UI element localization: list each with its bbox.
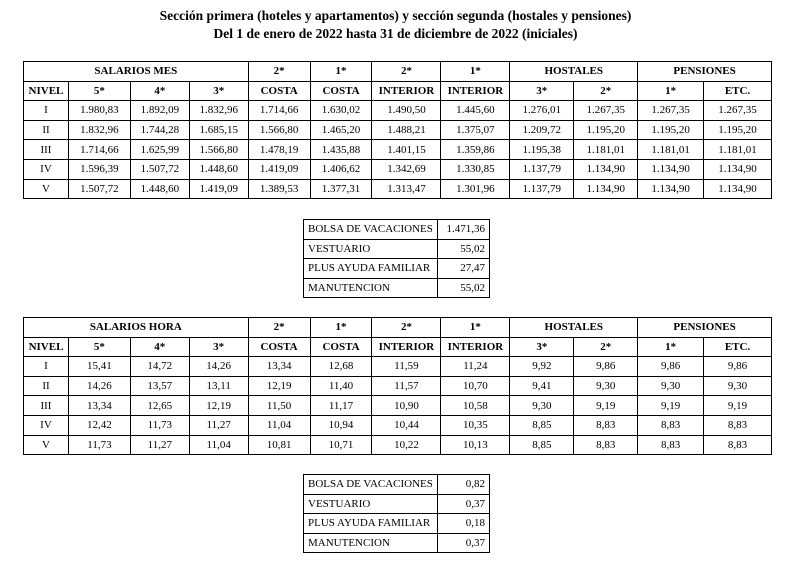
group-header-cell: 1*: [310, 62, 372, 82]
value-cell: 1.134,90: [638, 179, 704, 199]
value-cell: 1.359,86: [441, 140, 510, 160]
value-cell: 1.181,01: [574, 140, 638, 160]
group-header-cell: HOSTALES: [510, 62, 638, 82]
value-cell: 1.832,96: [68, 120, 130, 140]
value-cell: 1.507,72: [68, 179, 130, 199]
extra-label: VESTUARIO: [304, 494, 438, 514]
group-header-cell: 2*: [248, 62, 310, 82]
value-cell: 1.566,80: [248, 120, 310, 140]
column-header-cell: INTERIOR: [441, 81, 510, 101]
table-row: [24, 435, 772, 455]
column-header-cell: 4*: [130, 337, 189, 357]
value-cell: 10,22: [372, 435, 441, 455]
value-cell: 14,26: [68, 376, 130, 396]
value-cell: 1.714,66: [248, 101, 310, 121]
value-cell: 8,83: [574, 415, 638, 435]
nivel-cell: III: [24, 396, 69, 416]
column-header-cell: 3*: [189, 81, 248, 101]
value-cell: 1.330,85: [441, 159, 510, 179]
column-header-row: [24, 337, 772, 357]
value-cell: 13,11: [189, 376, 248, 396]
extra-label: BOLSA DE VACACIONES: [304, 220, 438, 240]
value-cell: 12,42: [68, 415, 130, 435]
extra-row: [304, 278, 490, 298]
value-cell: 9,41: [510, 376, 574, 396]
value-cell: 1.714,66: [68, 140, 130, 160]
extra-row: [304, 533, 490, 553]
nivel-cell: I: [24, 357, 69, 377]
nivel-cell: V: [24, 179, 69, 199]
value-cell: 10,13: [441, 435, 510, 455]
nivel-cell: III: [24, 140, 69, 160]
value-cell: 11,27: [130, 435, 189, 455]
nivel-cell: II: [24, 376, 69, 396]
value-cell: 8,83: [574, 435, 638, 455]
value-cell: 12,68: [310, 357, 372, 377]
column-header-row: [24, 81, 772, 101]
value-cell: 1.276,01: [510, 101, 574, 121]
value-cell: 13,34: [248, 357, 310, 377]
value-cell: 8,85: [510, 435, 574, 455]
column-header-cell: 3*: [510, 81, 574, 101]
value-cell: 9,19: [638, 396, 704, 416]
value-cell: 13,34: [68, 396, 130, 416]
value-cell: 1.389,53: [248, 179, 310, 199]
value-cell: 1.406,62: [310, 159, 372, 179]
column-header-cell: 5*: [68, 81, 130, 101]
value-cell: 11,57: [372, 376, 441, 396]
column-header-cell: COSTA: [310, 81, 372, 101]
value-cell: 10,71: [310, 435, 372, 455]
column-header-cell: 5*: [68, 337, 130, 357]
extra-label: MANUTENCION: [304, 278, 438, 298]
group-header-cell: 2*: [372, 62, 441, 82]
salarios-hora-table: [23, 317, 772, 455]
value-cell: 11,27: [189, 415, 248, 435]
value-cell: 8,83: [704, 415, 772, 435]
value-cell: 10,58: [441, 396, 510, 416]
value-cell: 12,19: [189, 396, 248, 416]
value-cell: 1.832,96: [189, 101, 248, 121]
extra-label: PLUS AYUDA FAMILIAR: [304, 514, 438, 534]
value-cell: 14,72: [130, 357, 189, 377]
column-header-cell: INTERIOR: [372, 337, 441, 357]
table-row: [24, 415, 772, 435]
value-cell: 10,94: [310, 415, 372, 435]
value-cell: 1.137,79: [510, 159, 574, 179]
value-cell: 12,65: [130, 396, 189, 416]
table-row: [24, 140, 772, 160]
value-cell: 11,04: [248, 415, 310, 435]
value-cell: 11,73: [130, 415, 189, 435]
table-row: [24, 396, 772, 416]
extra-value: 27,47: [438, 259, 490, 279]
value-cell: 1.596,39: [68, 159, 130, 179]
value-cell: 9,19: [704, 396, 772, 416]
extra-label: BOLSA DE VACACIONES: [304, 475, 438, 495]
value-cell: 9,86: [638, 357, 704, 377]
value-cell: 12,19: [248, 376, 310, 396]
value-cell: 8,83: [704, 435, 772, 455]
value-cell: 1.134,90: [574, 179, 638, 199]
value-cell: 10,70: [441, 376, 510, 396]
value-cell: 8,83: [638, 415, 704, 435]
value-cell: 1.980,83: [68, 101, 130, 121]
group-header-cell: 1*: [441, 62, 510, 82]
value-cell: 1.465,20: [310, 120, 372, 140]
value-cell: 10,44: [372, 415, 441, 435]
value-cell: 1.195,20: [638, 120, 704, 140]
value-cell: 11,17: [310, 396, 372, 416]
extra-row: [304, 475, 490, 495]
value-cell: 1.566,80: [189, 140, 248, 160]
value-cell: 9,30: [510, 396, 574, 416]
value-cell: 1.630,02: [310, 101, 372, 121]
value-cell: 13,57: [130, 376, 189, 396]
column-header-cell: 3*: [189, 337, 248, 357]
column-header-cell: 2*: [574, 337, 638, 357]
column-header-cell: NIVEL: [24, 337, 69, 357]
nivel-cell: IV: [24, 159, 69, 179]
value-cell: 1.448,60: [189, 159, 248, 179]
value-cell: 1.134,90: [704, 159, 772, 179]
value-cell: 1.419,09: [189, 179, 248, 199]
value-cell: 1.134,90: [638, 159, 704, 179]
value-cell: 11,73: [68, 435, 130, 455]
value-cell: 1.195,20: [574, 120, 638, 140]
extra-value: 0,37: [438, 494, 490, 514]
table-row: [24, 376, 772, 396]
value-cell: 11,04: [189, 435, 248, 455]
value-cell: 11,40: [310, 376, 372, 396]
extra-value: 0,37: [438, 533, 490, 553]
value-cell: 1.625,99: [130, 140, 189, 160]
value-cell: 8,85: [510, 415, 574, 435]
value-cell: 10,90: [372, 396, 441, 416]
value-cell: 9,30: [574, 376, 638, 396]
value-cell: 9,92: [510, 357, 574, 377]
value-cell: 1.181,01: [638, 140, 704, 160]
extra-row: [304, 494, 490, 514]
extra-value: 55,02: [438, 278, 490, 298]
value-cell: 1.435,88: [310, 140, 372, 160]
table-row: [24, 179, 772, 199]
column-header-cell: INTERIOR: [441, 337, 510, 357]
column-header-cell: 3*: [510, 337, 574, 357]
group-header-cell: HOSTALES: [510, 318, 638, 338]
group-header-cell: 2*: [372, 318, 441, 338]
value-cell: 1.445,60: [441, 101, 510, 121]
column-header-cell: INTERIOR: [372, 81, 441, 101]
table-row: [24, 120, 772, 140]
title-line-1: Sección primera (hoteles y apartamentos) y sección segunda (hostales y pensiones): [159, 8, 632, 23]
column-header-cell: NIVEL: [24, 81, 69, 101]
value-cell: 1.488,21: [372, 120, 441, 140]
column-header-cell: 1*: [638, 81, 704, 101]
nivel-cell: I: [24, 101, 69, 121]
salarios-mes-table: [23, 61, 772, 199]
extra-value: 1.471,36: [438, 220, 490, 240]
extra-label: PLUS AYUDA FAMILIAR: [304, 259, 438, 279]
value-cell: 1.313,47: [372, 179, 441, 199]
value-cell: 9,86: [704, 357, 772, 377]
value-cell: 1.419,09: [248, 159, 310, 179]
extra-row: [304, 239, 490, 259]
extra-value: 0,82: [438, 475, 490, 495]
extra-label: MANUTENCION: [304, 533, 438, 553]
value-cell: 9,19: [574, 396, 638, 416]
value-cell: 1.267,35: [704, 101, 772, 121]
group-header-row: [24, 62, 772, 82]
extras-mes-table: [303, 219, 490, 298]
value-cell: 11,50: [248, 396, 310, 416]
value-cell: 1.490,50: [372, 101, 441, 121]
extra-label: VESTUARIO: [304, 239, 438, 259]
value-cell: 11,24: [441, 357, 510, 377]
group-header-row: [24, 318, 772, 338]
value-cell: 8,83: [638, 435, 704, 455]
title-line-2: Del 1 de enero de 2022 hasta 31 de diciembre de 2022 (iniciales): [213, 26, 578, 41]
extras-hora-table: [303, 474, 490, 553]
extra-value: 0,18: [438, 514, 490, 534]
value-cell: 14,26: [189, 357, 248, 377]
extra-row: [304, 514, 490, 534]
column-header-cell: 4*: [130, 81, 189, 101]
nivel-cell: V: [24, 435, 69, 455]
value-cell: 1.478,19: [248, 140, 310, 160]
extra-row: [304, 220, 490, 240]
value-cell: 1.377,31: [310, 179, 372, 199]
value-cell: 10,81: [248, 435, 310, 455]
column-header-cell: COSTA: [248, 337, 310, 357]
value-cell: 1.267,35: [638, 101, 704, 121]
value-cell: 15,41: [68, 357, 130, 377]
value-cell: 1.181,01: [704, 140, 772, 160]
value-cell: 9,86: [574, 357, 638, 377]
value-cell: 9,30: [638, 376, 704, 396]
group-header-cell: PENSIONES: [638, 62, 772, 82]
column-header-cell: COSTA: [310, 337, 372, 357]
value-cell: 1.209,72: [510, 120, 574, 140]
value-cell: 1.375,07: [441, 120, 510, 140]
column-header-cell: 2*: [574, 81, 638, 101]
column-header-cell: COSTA: [248, 81, 310, 101]
table-row: [24, 159, 772, 179]
document-title: [0, 7, 791, 43]
value-cell: 1.744,28: [130, 120, 189, 140]
column-header-cell: 1*: [638, 337, 704, 357]
column-header-cell: ETC.: [704, 337, 772, 357]
value-cell: 1.401,15: [372, 140, 441, 160]
value-cell: 1.507,72: [130, 159, 189, 179]
extra-value: 55,02: [438, 239, 490, 259]
value-cell: 1.134,90: [704, 179, 772, 199]
value-cell: 11,59: [372, 357, 441, 377]
group-header-cell: PENSIONES: [638, 318, 772, 338]
value-cell: 1.195,38: [510, 140, 574, 160]
table-row: [24, 101, 772, 121]
column-header-cell: ETC.: [704, 81, 772, 101]
value-cell: 1.137,79: [510, 179, 574, 199]
nivel-cell: IV: [24, 415, 69, 435]
value-cell: 9,30: [704, 376, 772, 396]
value-cell: 1.301,96: [441, 179, 510, 199]
group-header-cell: 1*: [441, 318, 510, 338]
group-header-cell: 2*: [248, 318, 310, 338]
group-header-cell: 1*: [310, 318, 372, 338]
value-cell: 1.195,20: [704, 120, 772, 140]
table-row: [24, 357, 772, 377]
value-cell: 10,35: [441, 415, 510, 435]
extra-row: [304, 259, 490, 279]
value-cell: 1.685,15: [189, 120, 248, 140]
group-header-cell: SALARIOS HORA: [24, 318, 249, 338]
value-cell: 1.342,69: [372, 159, 441, 179]
value-cell: 1.448,60: [130, 179, 189, 199]
nivel-cell: II: [24, 120, 69, 140]
group-header-cell: SALARIOS MES: [24, 62, 249, 82]
value-cell: 1.134,90: [574, 159, 638, 179]
value-cell: 1.892,09: [130, 101, 189, 121]
value-cell: 1.267,35: [574, 101, 638, 121]
